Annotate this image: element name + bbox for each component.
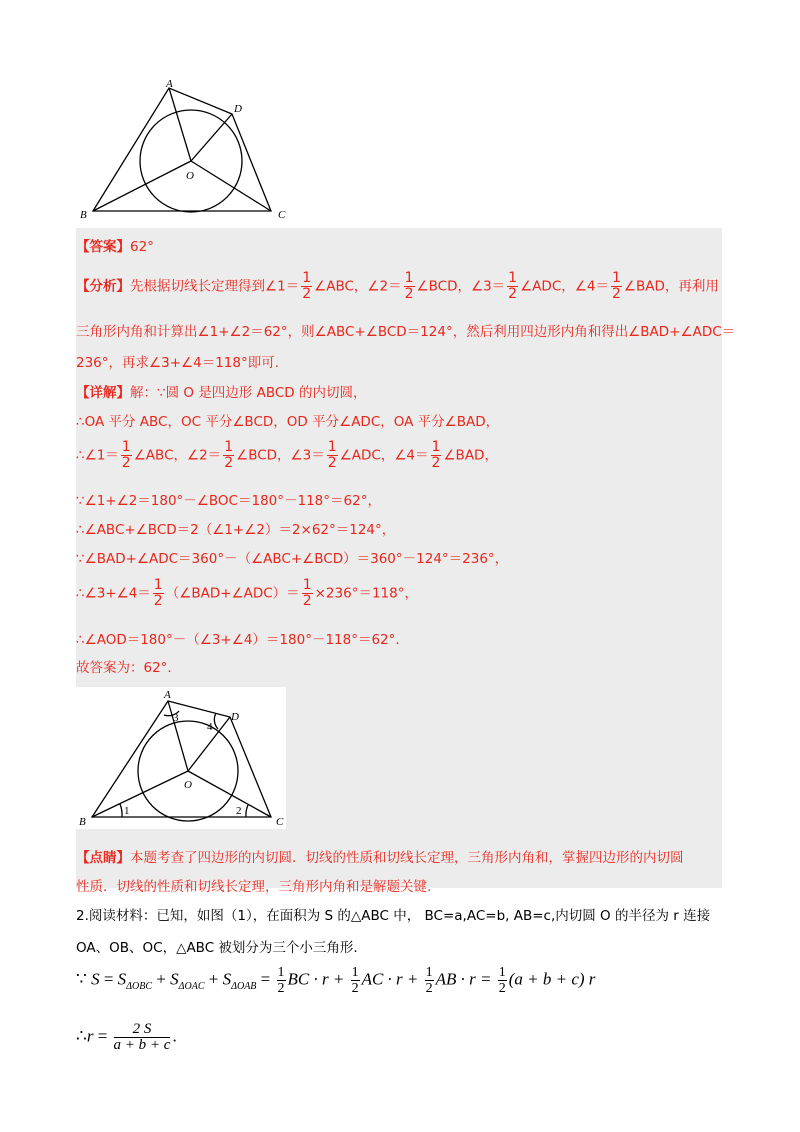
comment-line-1: 【点睛】本题考查了四边形的内切圆．切线的性质和切线长定理，三角形内角和，掌握四边形的内切圆 [76,850,684,866]
q2-equation-2: ∴r = $\frac{2 S}{a + b + c}$ . [76,1021,177,1053]
fraction-half: $\frac{1}{2}$ [351,965,359,996]
analysis-line-3: 236°，再求∠3+∠4＝118°即可. [76,355,280,371]
figure-2 [76,687,286,829]
detail-line-7: ∴∠3+∠4＝ $\frac{1}{2}$ （∠BAD+∠ADC）＝ $\frac{1}{2}$ ×236°＝118°， [76,577,418,609]
detail-line-8: ∴∠AOD＝180°－（∠3+∠4）＝180°－118°＝62°. [76,632,400,648]
fraction-half: $\frac{1}{2}$ [431,439,441,471]
fraction-half: $\frac{1}{2}$ [153,577,163,609]
detail-line-9: 故答案为：62°. [76,660,172,676]
label-d: D [234,103,242,115]
label-o: O [186,170,194,182]
comment-line-2: 性质．切线的性质和切线长定理，三角形内角和是解题关键. [76,879,432,895]
label-b: B [80,209,87,221]
detail-line-4: ∵∠1+∠2＝180°－∠BOC＝180°－118°＝62°， [76,493,381,509]
fraction-half: $\frac{1}{2}$ [327,439,337,471]
fraction-half: $\frac{1}{2}$ [498,965,506,996]
angle-3-label: 3 [173,712,179,724]
fraction-half: $\frac{1}{2}$ [508,270,518,302]
detail-line-1: 【详解】解：∵圆 O 是四边形 ABCD 的内切圆， [76,385,367,401]
fraction-half: $\frac{1}{2}$ [277,965,285,996]
fraction-half: $\frac{1}{2}$ [121,439,131,471]
fraction-half: $\frac{1}{2}$ [425,965,433,996]
q2-equation-1: ∵ $S = S_{\Delta OBC} + S_{\Delta OAC} + S_{\Delta OAB}$ = $\frac{1}{2}$ BC · r + $\frac{1}{2}$ AC · r + $\frac{1}{2}$ AB · r = $\frac{1}{2}$ (a + b + c) r [76,965,596,996]
label-o: O [184,779,192,791]
label-a: A [164,689,171,701]
label-b: B [79,816,86,828]
analysis-line-2: 三角形内角和计算出∠1+∠2＝62°，则∠ABC+∠BCD＝124°，然后利用四边形内角和得出∠BAD+∠ADC＝ [76,324,736,340]
analysis-line-1: 【分析】先根据切线长定理得到∠1＝ $\frac{1}{2}$ ∠ABC，∠2＝ $\frac{1}{2}$ ∠BCD，∠3＝ $\frac{1}{2}$ ∠ADC，∠4＝ $\frac{1}{2}$ ∠BAD，再利用 [76,270,719,302]
fraction-half: $\frac{1}{2}$ [224,439,234,471]
detail-line-6: ∵∠BAD+∠ADC＝360°－（∠ABC+∠BCD）＝360°－124°＝236°， [76,551,509,567]
quadrilateral-abcd [93,88,271,211]
fraction-half: $\frac{1}{2}$ [302,577,312,609]
quadrilateral-incircle-diagram [76,78,296,223]
detail-line-2: ∴OA 平分 ABC，OC 平分∠BCD，OD 平分∠ADC，OA 平分∠BAD， [76,414,500,430]
detail-line-3: ∴∠1＝ $\frac{1}{2}$ ∠ABC，∠2＝ $\frac{1}{2}$ ∠BCD，∠3＝ $\frac{1}{2}$ ∠ADC，∠4＝ $\frac{1}{2}$ ∠BAD， [76,439,498,471]
quadrilateral-angles-diagram [76,687,286,829]
label-c: C [278,209,286,221]
angle-2-label: 2 [236,805,242,817]
fraction-half: $\frac{1}{2}$ [404,270,414,302]
label-c: C [276,816,284,828]
angle-4-label: 4 [207,721,213,733]
answer-line: 【答案】62° [76,239,154,255]
fraction-half: $\frac{1}{2}$ [302,270,312,302]
angle-1-label: 1 [124,805,130,817]
fraction-radius: $\frac{2 S}{a + b + c}$ [113,1021,171,1053]
q2-line-2: OA、OB、OC，△ABC 被划分为三个小三角形. [76,940,358,956]
label-d: D [231,711,239,723]
figure-1 [76,78,296,223]
detail-line-5: ∴∠ABC+∠BCD＝2（∠1+∠2）＝2×62°＝124°， [76,522,396,538]
label-a: A [166,78,173,90]
fraction-half: $\frac{1}{2}$ [611,270,621,302]
q2-line-1: 2.阅读材料：已知，如图（1），在面积为 S 的△ABC 中， BC=a,AC=b, AB=c,内切圆 O 的半径为 r 连接 [76,908,711,924]
